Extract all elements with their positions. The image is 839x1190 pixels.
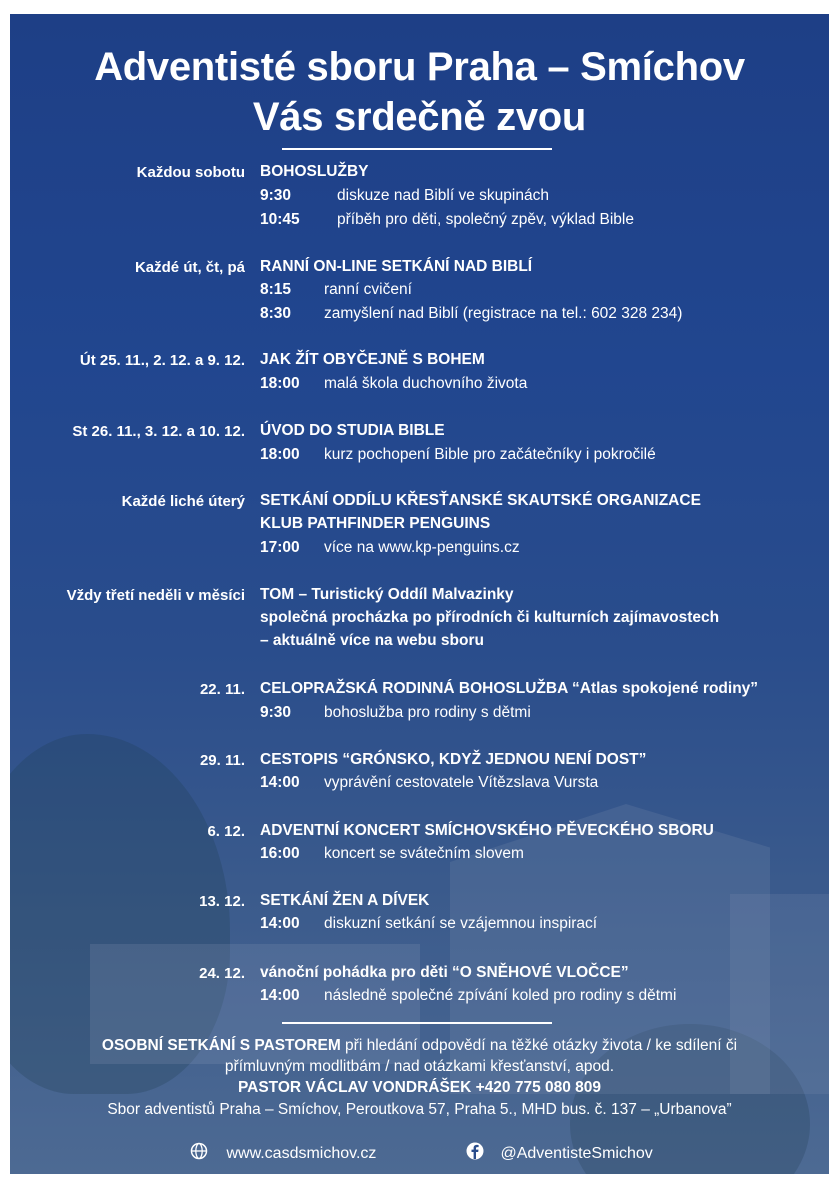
event-time: 14:00 <box>260 915 300 932</box>
church-address: Sbor adventistů Praha – Smíchov, Peroutkova 57, Praha 5., MHD bus. č. 137 – „Urbanova” <box>107 1101 732 1118</box>
pastor-meeting-heading: OSOBNÍ SETKÁNÍ S PASTOREM <box>101 1037 341 1054</box>
pastor-meeting-line <box>10 1036 829 1056</box>
event-heading: CESTOPIS “GRÓNSKO, KDYŽ JEDNOU NENÍ DOST” <box>260 751 647 768</box>
event-time: 17:00 <box>260 539 300 556</box>
event-label: Každé liché úterý <box>121 493 245 510</box>
event-label: St 26. 11., 3. 12. a 10. 12. <box>72 423 245 440</box>
event-time: 8:15 <box>260 281 292 298</box>
event-label: 6. 12. <box>207 823 245 840</box>
event-heading: KLUB PATHFINDER PENGUINS <box>260 515 491 532</box>
website-link[interactable] <box>190 1142 376 1166</box>
event-description: zamyšlení nad Biblí (registrace na tel.: 602 328 234) <box>324 305 683 322</box>
facebook-handle: @AdventisteSmichov <box>500 1145 653 1163</box>
event-description: kurz pochopení Bible pro začátečníky i pokročilé <box>324 446 656 463</box>
event-link-text: více na www.kp-penguins.cz <box>324 539 520 556</box>
divider <box>282 148 552 150</box>
poster-title: Adventisté sboru Praha – Smíchov <box>94 45 745 89</box>
event-heading: SETKÁNÍ ODDÍLU KŘESŤANSKÉ SKAUTSKÉ ORGANIZACE <box>260 492 701 509</box>
event-time: 8:30 <box>260 305 292 322</box>
event-heading: ADVENTNÍ KONCERT SMÍCHOVSKÉHO PĚVECKÉHO SBORU <box>260 822 714 839</box>
event-description: diskuzní setkání se vzájemnou inspirací <box>324 915 598 932</box>
event-heading: TOM – Turistický Oddíl Malvazinky <box>260 586 514 603</box>
event-heading: – aktuálně více na webu sboru <box>260 632 484 649</box>
event-heading: SETKÁNÍ ŽEN A DÍVEK <box>260 892 430 909</box>
event-label: 29. 11. <box>199 752 245 769</box>
facebook-link[interactable] <box>466 1142 653 1166</box>
divider <box>282 1022 552 1024</box>
event-label: Út 25. 11., 2. 12. a 9. 12. <box>79 352 245 369</box>
event-time: 14:00 <box>260 987 300 1004</box>
event-label: Každou sobotu <box>136 164 245 181</box>
pastor-contact: PASTOR VÁCLAV VONDRÁŠEK +420 775 080 809 <box>237 1079 602 1096</box>
event-description: diskuze nad Biblí ve skupinách <box>337 187 549 204</box>
event-time: 18:00 <box>260 446 300 463</box>
event-label: 24. 12. <box>199 965 245 982</box>
event-description: malá škola duchovního života <box>324 375 528 392</box>
event-heading: CELOPRAŽSKÁ RODINNÁ BOHOSLUŽBA “Atlas spokojené rodiny” <box>260 680 759 697</box>
event-time: 9:30 <box>260 187 292 204</box>
event-time: 9:30 <box>260 704 292 721</box>
pastor-meeting-text: při hledání odpovědí na těžké otázky života / ke sdílení či <box>340 1037 738 1054</box>
event-description: vyprávění cestovatele Vítězslava Vursta <box>324 774 599 791</box>
event-description: koncert se svátečním slovem <box>324 845 524 862</box>
poster-subtitle: Vás srdečně zvou <box>252 95 587 139</box>
event-time: 16:00 <box>260 845 300 862</box>
event-label: 13. 12. <box>199 893 245 910</box>
event-heading: společná procházka po přírodních či kulturních zajímavostech <box>260 609 720 626</box>
event-description: následně společné zpívání koled pro rodiny s dětmi <box>324 987 677 1004</box>
event-time: 18:00 <box>260 375 300 392</box>
pastor-meeting-text-2: přímluvným modlitbám / nad otázkami křesťanství, apod. <box>224 1058 615 1075</box>
facebook-icon <box>466 1142 484 1166</box>
event-heading: BOHOSLUŽBY <box>260 163 369 180</box>
event-label: 22. 11. <box>199 681 245 698</box>
poster <box>10 14 829 1174</box>
website-url: www.casdsmichov.cz <box>226 1145 377 1163</box>
event-heading: vánoční pohádka pro děti “O SNĚHOVÉ VLOČCE” <box>260 964 629 981</box>
event-heading: RANNÍ ON-LINE SETKÁNÍ NAD BIBLÍ <box>260 258 533 275</box>
globe-icon <box>190 1142 208 1166</box>
event-time: 10:45 <box>260 211 300 228</box>
event-heading: JAK ŽÍT OBYČEJNĚ S BOHEM <box>260 351 485 368</box>
event-description: ranní cvičení <box>324 281 412 298</box>
event-label: Vždy třetí neděli v měsíci <box>66 587 245 604</box>
event-description: příběh pro děti, společný zpěv, výklad Bible <box>337 211 634 228</box>
event-description: bohoslužba pro rodiny s dětmi <box>324 704 531 721</box>
event-label: Každé út, čt, pá <box>134 259 245 276</box>
event-time: 14:00 <box>260 774 300 791</box>
event-heading: ÚVOD DO STUDIA BIBLE <box>260 422 445 439</box>
